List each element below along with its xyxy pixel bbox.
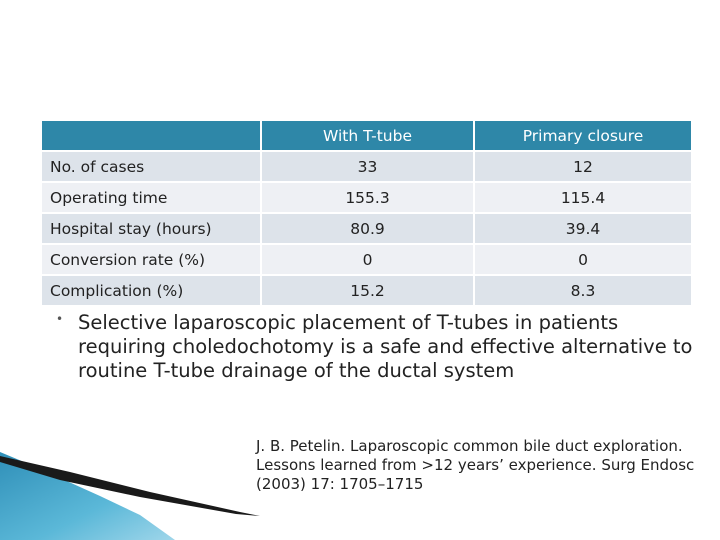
cell-with-t-tube: 15.2 (260, 276, 473, 307)
row-label: Conversion rate (%) (42, 245, 260, 276)
cell-primary-closure: 115.4 (473, 183, 691, 214)
citation: J. B. Petelin. Laparoscopic common bile duct exploration. Lessons learned from >12 years’ experience. Surg Endosc (2003) 17: 1705–1715 (256, 437, 695, 493)
cell-primary-closure: 39.4 (473, 214, 691, 245)
header-cell-with-t-tube: With T-tube (260, 121, 473, 152)
cell-primary-closure: 8.3 (473, 276, 691, 307)
row-label: No. of cases (42, 152, 260, 183)
row-label: Complication (%) (42, 276, 260, 307)
cell-with-t-tube: 155.3 (260, 183, 473, 214)
cell-primary-closure: 12 (473, 152, 691, 183)
cell-with-t-tube: 33 (260, 152, 473, 183)
cell-primary-closure: 0 (473, 245, 691, 276)
header-cell-primary-closure: Primary closure (473, 121, 691, 152)
row-label: Hospital stay (hours) (42, 214, 260, 245)
cell-with-t-tube: 0 (260, 245, 473, 276)
cell-with-t-tube: 80.9 (260, 214, 473, 245)
bullet-marker: • (56, 312, 64, 326)
bullet-text: Selective laparoscopic placement of T-tubes in patients requiring choledochotomy is a safe and effective alternative to routine T-tube drainage of the ductal system (78, 311, 693, 382)
row-label: Operating time (42, 183, 260, 214)
